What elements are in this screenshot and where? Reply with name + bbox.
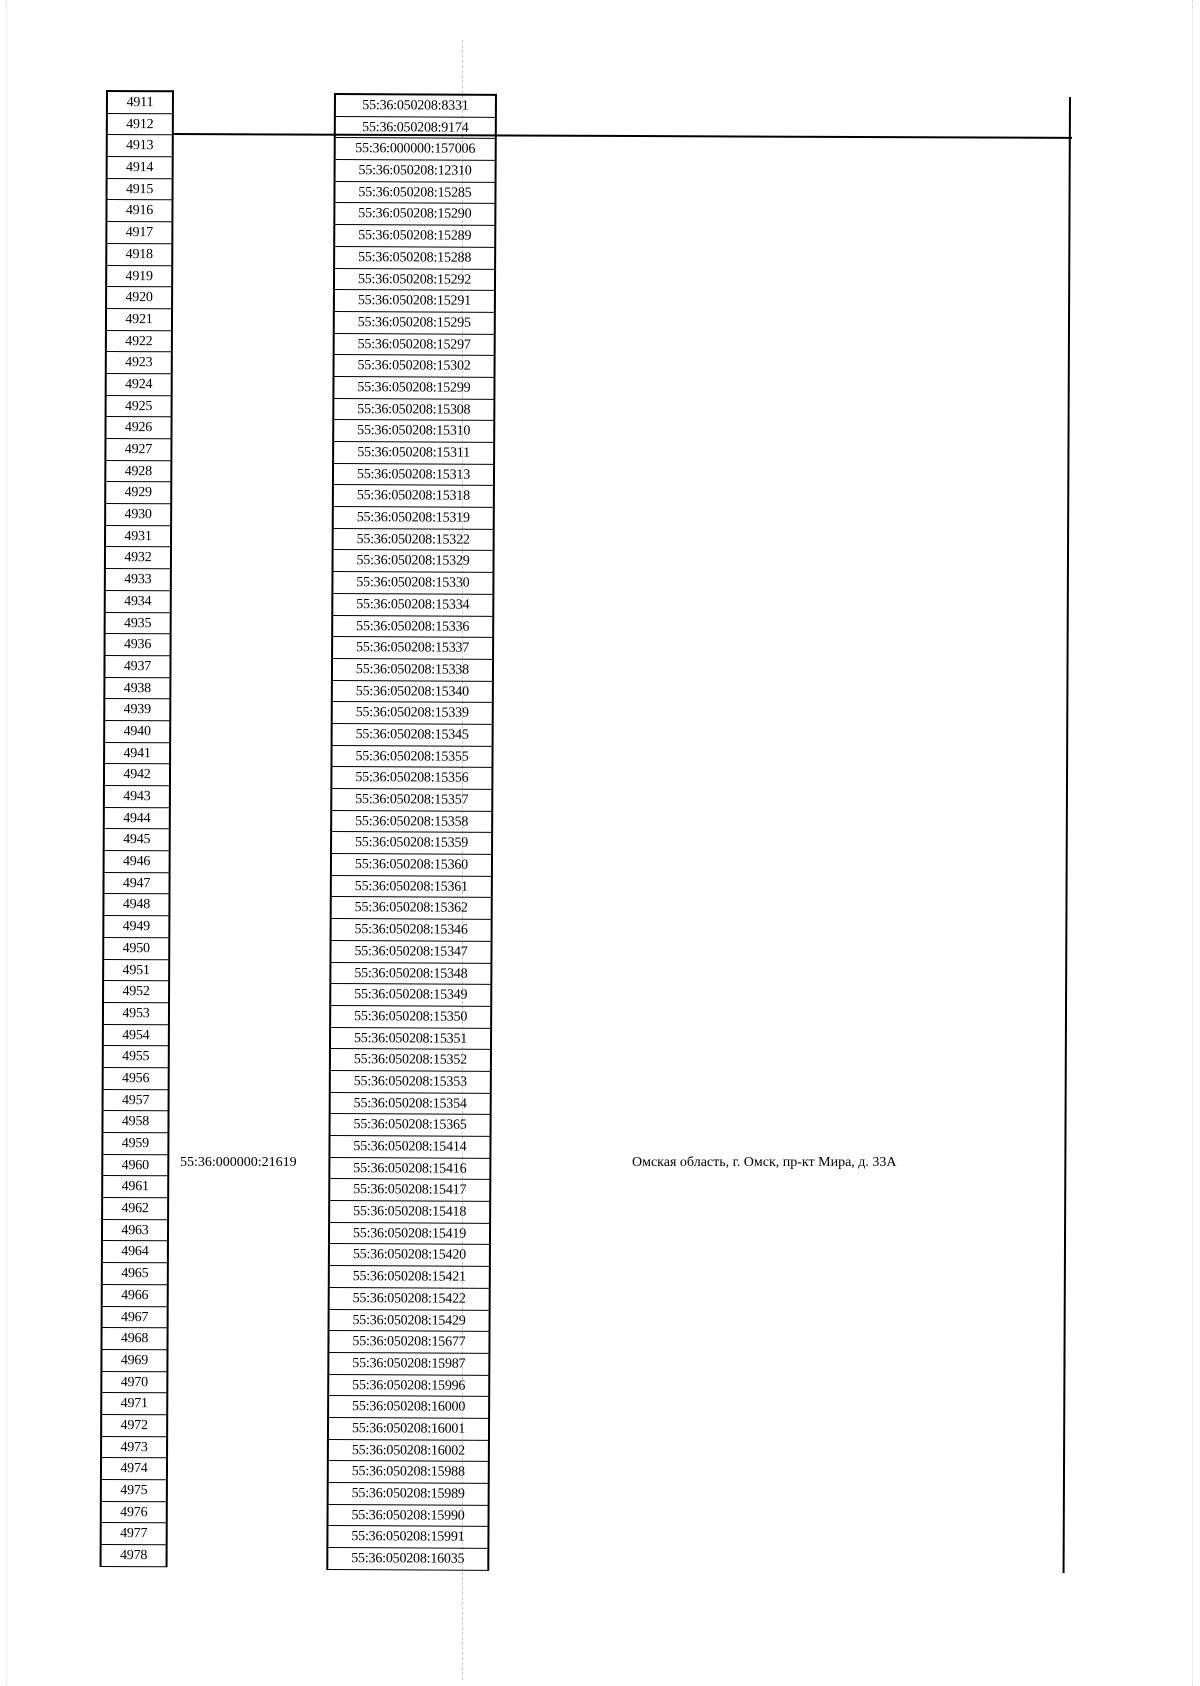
row-number-cell: 4921: [107, 309, 171, 331]
cadastral-number-cell: 55:36:050208:15354: [331, 1093, 490, 1116]
row-number-cell: 4953: [104, 1003, 168, 1025]
cadastral-number-cell: 55:36:050208:15310: [334, 420, 493, 443]
row-number-cell: 4926: [106, 417, 170, 439]
cadastral-number-cell: 55:36:050208:15302: [335, 355, 494, 378]
scan-edge-right: [1192, 0, 1193, 1686]
cadastral-number-cell: 55:36:050208:15345: [333, 724, 492, 747]
cadastral-number-cell: 55:36:050208:15350: [331, 1006, 490, 1029]
cadastral-number-cell: 55:36:050208:15358: [332, 811, 491, 834]
cadastral-number-cell: 55:36:050208:8331: [336, 95, 495, 118]
row-number-cell: 4936: [106, 634, 170, 656]
row-number-cell: 4958: [103, 1111, 167, 1133]
cadastral-number-cell: 55:36:050208:15420: [330, 1244, 489, 1267]
row-number-cell: 4919: [107, 266, 171, 288]
cadastral-number-cell: 55:36:050208:15313: [334, 464, 493, 487]
row-number-cell: 4941: [105, 743, 169, 765]
row-number-cell: 4956: [104, 1068, 168, 1090]
cadastral-number-cell: 55:36:050208:15330: [333, 572, 492, 595]
row-number-cell: 4915: [108, 179, 172, 201]
cadastral-number-cell: 55:36:050208:15329: [333, 550, 492, 573]
row-number-cell: 4968: [103, 1328, 167, 1350]
row-number-cell: 4945: [105, 829, 169, 851]
address-text: Омская область, г. Омск, пр-кт Мира, д. 33А: [632, 1155, 897, 1170]
row-number-cell: 4969: [102, 1350, 166, 1372]
cadastral-number-cell: 55:36:050208:15295: [335, 312, 494, 335]
cadastral-number-cell: 55:36:050208:16001: [329, 1418, 488, 1441]
row-number-cell: 4976: [102, 1502, 166, 1524]
row-number-cell: 4931: [106, 526, 170, 548]
cadastral-number-cell: 55:36:050208:15362: [332, 897, 491, 920]
cadastral-number-cell: 55:36:050208:15353: [331, 1071, 490, 1094]
cadastral-number-cell: 55:36:050208:15996: [329, 1375, 488, 1398]
cadastral-number-cell: 55:36:050208:15338: [333, 659, 492, 682]
row-number-cell: 4925: [107, 396, 171, 418]
row-number-cell: 4967: [103, 1306, 167, 1328]
cadastral-number-cell: 55:36:050208:15308: [334, 399, 493, 422]
cadastral-number-cell: 55:36:050208:15989: [329, 1483, 488, 1506]
cadastral-number-cell: 55:36:050208:15359: [332, 832, 491, 855]
row-number-cell: 4929: [106, 482, 170, 504]
row-number-cell: 4949: [104, 916, 168, 938]
cadastral-number-cell: 55:36:050208:15352: [331, 1049, 490, 1072]
row-number-cell: 4957: [104, 1090, 168, 1112]
row-number-cell: 4940: [105, 721, 169, 743]
cadastral-number-cell: 55:36:050208:15348: [331, 962, 490, 985]
row-number-cell: 4911: [108, 92, 172, 114]
row-number-cell: 4918: [107, 244, 171, 266]
cadastral-number-cell: 55:36:050208:15355: [332, 746, 491, 769]
cadastral-number-cell: 55:36:050208:15422: [330, 1288, 489, 1311]
cadastral-number-cell: 55:36:050208:15417: [330, 1179, 489, 1202]
row-number-column: [100, 90, 174, 1567]
row-number-cell: 4948: [104, 894, 168, 916]
cadastral-number-cell: 55:36:050208:15356: [332, 767, 491, 790]
cadastral-number-cell: 55:36:000000:157006: [336, 138, 495, 161]
row-number-cell: 4974: [102, 1458, 166, 1480]
cadastral-number-cell: 55:36:050208:15336: [333, 616, 492, 639]
table-horizontal-rule: [172, 133, 1072, 139]
cadastral-number-cell: 55:36:050208:15987: [329, 1353, 488, 1376]
row-number-cell: 4972: [102, 1415, 166, 1437]
cadastral-number-cell: 55:36:050208:15351: [331, 1028, 490, 1051]
row-number-cell: 4973: [102, 1437, 166, 1459]
row-number-cell: 4978: [102, 1545, 166, 1567]
cadastral-number-cell: 55:36:050208:15288: [335, 247, 494, 270]
row-number-cell: 4962: [103, 1198, 167, 1220]
cadastral-number-cell: 55:36:050208:15292: [335, 269, 494, 292]
row-number-cell: 4914: [108, 157, 172, 179]
cadastral-number-cell: 55:36:050208:15346: [332, 919, 491, 942]
row-number-cell: 4971: [102, 1393, 166, 1415]
row-number-cell: 4951: [104, 960, 168, 982]
row-number-cell: 4943: [105, 786, 169, 808]
cadastral-number-cell: 55:36:050208:15285: [335, 182, 494, 205]
row-number-cell: 4961: [103, 1176, 167, 1198]
row-number-cell: 4938: [105, 678, 169, 700]
cadastral-number-cell: 55:36:050208:15334: [333, 594, 492, 617]
cadastral-number-cell: 55:36:050208:15361: [332, 876, 491, 899]
cadastral-number-cell: 55:36:050208:12310: [336, 160, 495, 183]
row-number-cell: 4939: [105, 699, 169, 721]
row-number-cell: 4946: [105, 851, 169, 873]
row-number-cell: 4927: [106, 439, 170, 461]
row-number-cell: 4955: [104, 1046, 168, 1068]
row-number-cell: 4917: [107, 222, 171, 244]
cadastral-number-cell: 55:36:050208:15418: [330, 1201, 489, 1224]
row-number-cell: 4944: [105, 808, 169, 830]
cadastral-number-cell: 55:36:050208:15339: [333, 702, 492, 725]
row-number-cell: 4922: [107, 331, 171, 353]
cadastral-number-cell: 55:36:050208:15414: [330, 1136, 489, 1159]
cadastral-number-cell: 55:36:050208:15990: [328, 1505, 487, 1528]
row-number-cell: 4966: [103, 1285, 167, 1307]
cadastral-number-cell: 55:36:050208:15365: [331, 1114, 490, 1137]
row-number-cell: 4964: [103, 1241, 167, 1263]
cadastral-number-cell: 55:36:050208:9174: [336, 117, 495, 140]
row-number-cell: 4950: [104, 938, 168, 960]
cadastral-number-cell: 55:36:050208:15416: [330, 1158, 489, 1181]
row-number-cell: 4937: [105, 656, 169, 678]
row-number-cell: 4932: [106, 547, 170, 569]
cadastral-number-cell: 55:36:050208:15290: [335, 203, 494, 226]
row-number-cell: 4977: [102, 1523, 166, 1545]
row-number-cell: 4975: [102, 1480, 166, 1502]
cadastral-number-cell: 55:36:050208:15291: [335, 290, 494, 313]
row-number-cell: 4928: [106, 461, 170, 483]
row-number-cell: 4923: [107, 352, 171, 374]
cadastral-number-cell: 55:36:050208:15421: [330, 1266, 489, 1289]
row-number-cell: 4952: [104, 981, 168, 1003]
row-number-cell: 4963: [103, 1220, 167, 1242]
row-number-cell: 4942: [105, 764, 169, 786]
cadastral-number-cell: 55:36:050208:15991: [328, 1526, 487, 1549]
row-number-cell: 4913: [108, 135, 172, 157]
row-number-cell: 4970: [102, 1372, 166, 1394]
cadastral-number-cell: 55:36:050208:16035: [328, 1548, 487, 1571]
row-number-cell: 4935: [106, 613, 170, 635]
table-right-border: [1063, 97, 1071, 1573]
cadastral-number-cell: 55:36:050208:15677: [329, 1331, 488, 1354]
row-number-cell: 4912: [108, 114, 172, 136]
cadastral-number-cell: 55:36:050208:15360: [332, 854, 491, 877]
row-number-cell: 4920: [107, 287, 171, 309]
scan-edge-left: [6, 0, 7, 1686]
cadastral-number-cell: 55:36:050208:15299: [334, 377, 493, 400]
cadastral-number-cell: 55:36:050208:16000: [329, 1396, 488, 1419]
row-number-cell: 4930: [106, 504, 170, 526]
cadastral-number-column: [326, 93, 497, 1571]
cadastral-number-cell: 55:36:050208:15357: [332, 789, 491, 812]
row-number-cell: 4934: [106, 591, 170, 613]
parent-cadastral-number: 55:36:000000:21619: [180, 1155, 297, 1170]
row-number-cell: 4965: [103, 1263, 167, 1285]
cadastral-number-cell: 55:36:050208:15311: [334, 442, 493, 465]
cadastral-number-cell: 55:36:050208:15988: [329, 1461, 488, 1484]
cadastral-number-cell: 55:36:050208:15337: [333, 637, 492, 660]
cadastral-number-cell: 55:36:050208:16002: [329, 1440, 488, 1463]
row-number-cell: 4954: [104, 1025, 168, 1047]
cadastral-number-cell: 55:36:050208:15429: [330, 1309, 489, 1332]
cadastral-number-cell: 55:36:050208:15289: [335, 225, 494, 248]
cadastral-number-cell: 55:36:050208:15419: [330, 1223, 489, 1246]
cadastral-number-cell: 55:36:050208:15349: [331, 984, 490, 1007]
row-number-cell: 4933: [106, 569, 170, 591]
cadastral-number-cell: 55:36:050208:15340: [333, 681, 492, 704]
cadastral-number-cell: 55:36:050208:15319: [334, 507, 493, 530]
row-number-cell: 4960: [103, 1155, 167, 1177]
row-number-cell: 4924: [107, 374, 171, 396]
cadastral-number-cell: 55:36:050208:15297: [335, 334, 494, 357]
cadastral-number-cell: 55:36:050208:15322: [334, 529, 493, 552]
cadastral-number-cell: 55:36:050208:15318: [334, 485, 493, 508]
row-number-cell: 4916: [107, 200, 171, 222]
row-number-cell: 4947: [104, 873, 168, 895]
row-number-cell: 4959: [103, 1133, 167, 1155]
cadastral-number-cell: 55:36:050208:15347: [331, 941, 490, 964]
